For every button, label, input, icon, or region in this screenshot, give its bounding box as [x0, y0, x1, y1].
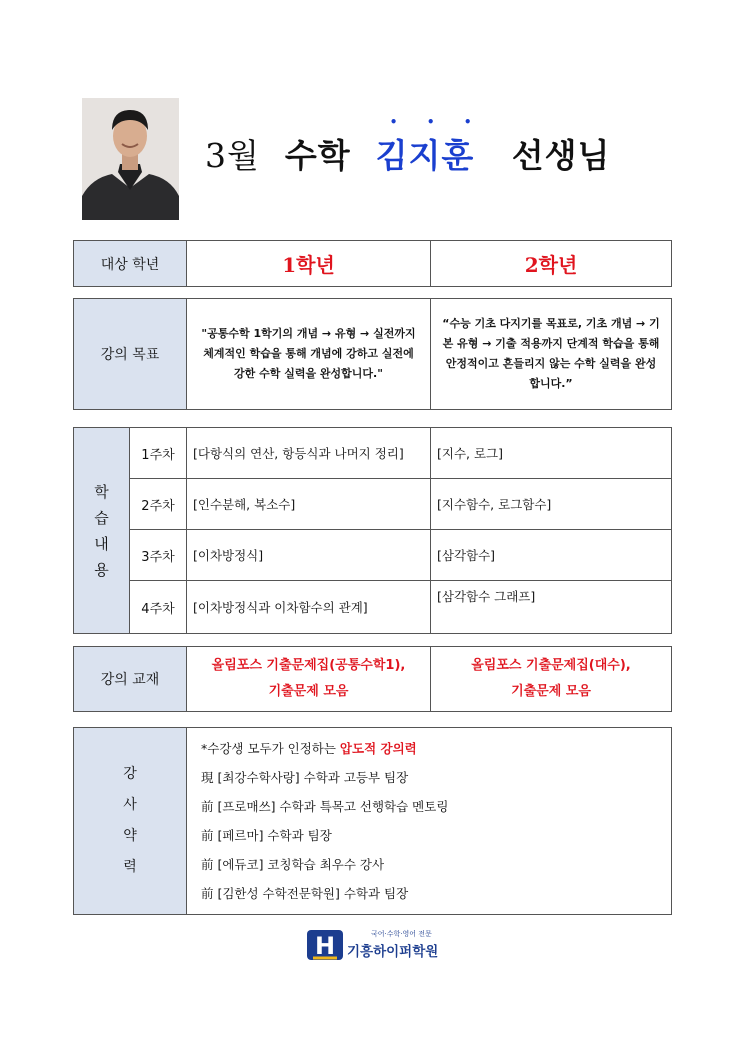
- week-3-grade-1: [이차방정식]: [187, 530, 431, 581]
- target-grade-label: 대상 학년: [74, 241, 187, 287]
- textbook-table: [73, 646, 672, 712]
- academy-logo-icon: [305, 926, 345, 964]
- academy-tagline: 국어·수학·영어 전문: [371, 930, 432, 938]
- week-2-grade-1: [인수분해, 복소수]: [187, 479, 431, 530]
- week-4-grade-1: [이차방정식과 이차함수의 관계]: [187, 581, 431, 634]
- career-intro: *수강생 모두가 인정하는 압도적 강의력: [201, 741, 417, 756]
- textbook-grade-1: 올림포스 기출문제집(공통수학1), 기출문제 모음: [187, 647, 431, 712]
- week-label: 4주차: [130, 581, 187, 634]
- grade-2-header: 2학년: [431, 241, 672, 287]
- academy-logo: [305, 926, 445, 964]
- svg-text:H: H: [314, 932, 336, 960]
- career-table: [73, 727, 672, 915]
- textbook-label: 강의 교재: [74, 647, 187, 712]
- week-label: 3주차: [130, 530, 187, 581]
- week-3-grade-2: [삼각함수]: [431, 530, 672, 581]
- title-month: 3월: [205, 136, 260, 175]
- week-4-grade-2: [삼각함수 그래프]: [431, 581, 672, 634]
- list-item: 現 [최강수학사랑] 수학과 고등부 팀장: [201, 770, 409, 785]
- emphasis-dot: •: [463, 115, 473, 129]
- career-list: [187, 728, 672, 915]
- course-goal-grade-2: “수능 기초 다지기를 목표로, 기초 개념 → 기본 유형 → 기출 적용까지 단계적 학습을 통해 안정적이고 흔들리지 않는 수학 실력을 완성합니다.”: [431, 299, 672, 410]
- table-row: [74, 479, 672, 530]
- textbook-grade-2: 올림포스 기출문제집(대수), 기출문제 모음: [431, 647, 672, 712]
- learning-content-label: 학 습 내 용: [74, 428, 130, 634]
- emphasis-dot: •: [389, 115, 399, 129]
- target-grade-table: [73, 240, 672, 287]
- teacher-name: 김지훈: [375, 136, 475, 175]
- page-title: [205, 115, 611, 186]
- emphasis-dots: [376, 116, 487, 128]
- emphasis-dot: •: [426, 115, 436, 129]
- list-item: 前 [에듀코] 코칭학습 최우수 강사: [201, 857, 385, 872]
- week-label: 2주차: [130, 479, 187, 530]
- list-item: 前 [페르마] 수학과 팀장: [201, 828, 332, 843]
- academy-name: 기흥하이퍼학원: [347, 944, 439, 960]
- table-row: [74, 428, 672, 479]
- list-item: 前 [프로매쓰] 수학과 특목고 선행학습 멘토링: [201, 799, 449, 814]
- teacher-photo: [82, 98, 179, 220]
- learning-content-table: [73, 427, 672, 634]
- title-subject: 수학: [284, 136, 351, 175]
- course-goal-grade-1: "공통수학 1학기의 개념 → 유형 → 실전까지 체계적인 학습을 통해 개념에 강하고 실전에 강한 수학 실력을 완성합니다.": [187, 299, 431, 410]
- week-2-grade-2: [지수함수, 로그함수]: [431, 479, 672, 530]
- grade-1-header: 1학년: [187, 241, 431, 287]
- title-teacher-name: [375, 115, 487, 175]
- course-goal-label: 강의 목표: [74, 299, 187, 410]
- table-row: [74, 581, 672, 634]
- table-row: [74, 530, 672, 581]
- title-suffix: 선생님: [511, 136, 611, 175]
- career-label: 강 사 약 력: [74, 728, 187, 915]
- week-1-grade-1: [다항식의 연산, 항등식과 나머지 정리]: [187, 428, 431, 479]
- week-label: 1주차: [130, 428, 187, 479]
- list-item: 前 [김한성 수학전문학원] 수학과 팀장: [201, 886, 409, 901]
- course-goal-table: [73, 298, 672, 410]
- week-1-grade-2: [지수, 로그]: [431, 428, 672, 479]
